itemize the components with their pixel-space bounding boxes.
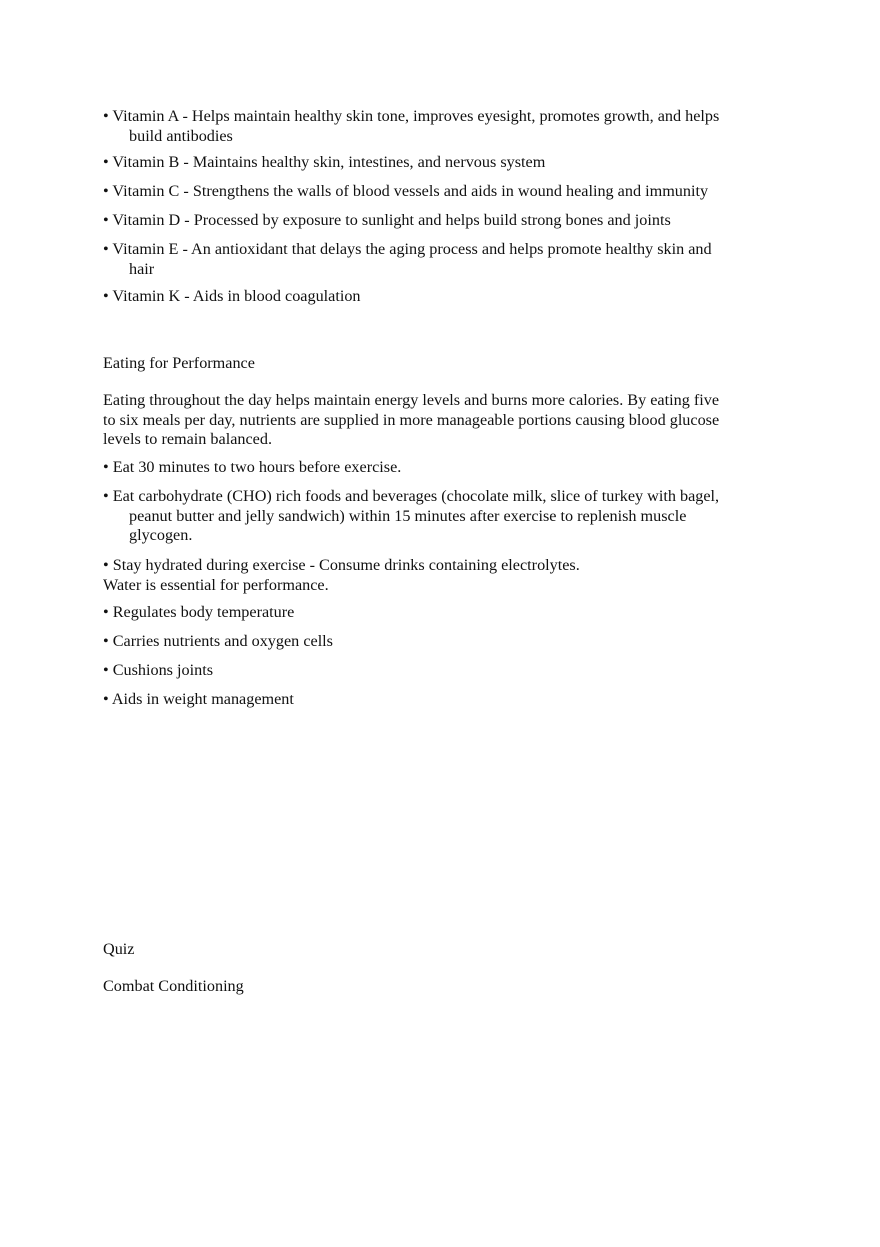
vitamin-b-item: • Vitamin B - Maintains healthy skin, intestines, and nervous system	[103, 153, 546, 171]
section-heading-eating: Eating for Performance	[103, 354, 255, 372]
vitamin-e-item	[103, 240, 712, 279]
list-item-continuation: glycogen.	[129, 526, 193, 545]
water-bullet: • Regulates body temperature	[103, 603, 295, 621]
list-item-continuation: build antibodies	[129, 126, 233, 145]
list-item-continuation: peanut butter and jelly sandwich) within 15 minutes after exercise to replenish muscle	[129, 506, 687, 525]
water-bullet: • Aids in weight management	[103, 690, 294, 708]
water-bullet: • Cushions joints	[103, 661, 214, 679]
list-item-line: • Vitamin E - An antioxidant that delays the aging process and helps promote healthy skin and	[103, 240, 712, 258]
eating-bullet-hydration	[103, 556, 580, 595]
vitamin-a-item	[103, 107, 719, 146]
eating-bullet-timing: • Eat 30 minutes to two hours before exercise.	[103, 458, 402, 476]
vitamin-d-item: • Vitamin D - Processed by exposure to sunlight and helps build strong bones and joints	[103, 211, 671, 229]
list-item-line: • Eat carbohydrate (CHO) rich foods and beverages (chocolate milk, slice of turkey with bagel,	[103, 487, 720, 505]
eating-bullet-carbohydrate	[103, 487, 719, 546]
list-item-line: • Stay hydrated during exercise - Consume drinks containing electrolytes.	[103, 556, 580, 574]
paragraph-line: levels to remain balanced.	[103, 430, 272, 449]
eating-paragraph	[103, 391, 719, 450]
paragraph-line: to six meals per day, nutrients are supplied in more manageable portions causing blood glucose	[103, 410, 720, 429]
quiz-heading: Quiz	[103, 940, 135, 958]
vitamin-c-item: • Vitamin C - Strengthens the walls of blood vessels and aids in wound healing and immunity	[103, 182, 709, 200]
water-line: Water is essential for performance.	[103, 575, 329, 594]
paragraph-line: Eating throughout the day helps maintain energy levels and burns more calories. By eating five	[103, 391, 720, 409]
water-bullet: • Carries nutrients and oxygen cells	[103, 632, 333, 650]
combat-conditioning-heading: Combat Conditioning	[103, 977, 244, 995]
list-item-continuation: hair	[129, 259, 155, 278]
list-item-line: • Vitamin A - Helps maintain healthy skin tone, improves eyesight, promotes growth, and helps	[103, 107, 720, 125]
vitamin-k-item: • Vitamin K - Aids in blood coagulation	[103, 287, 361, 305]
